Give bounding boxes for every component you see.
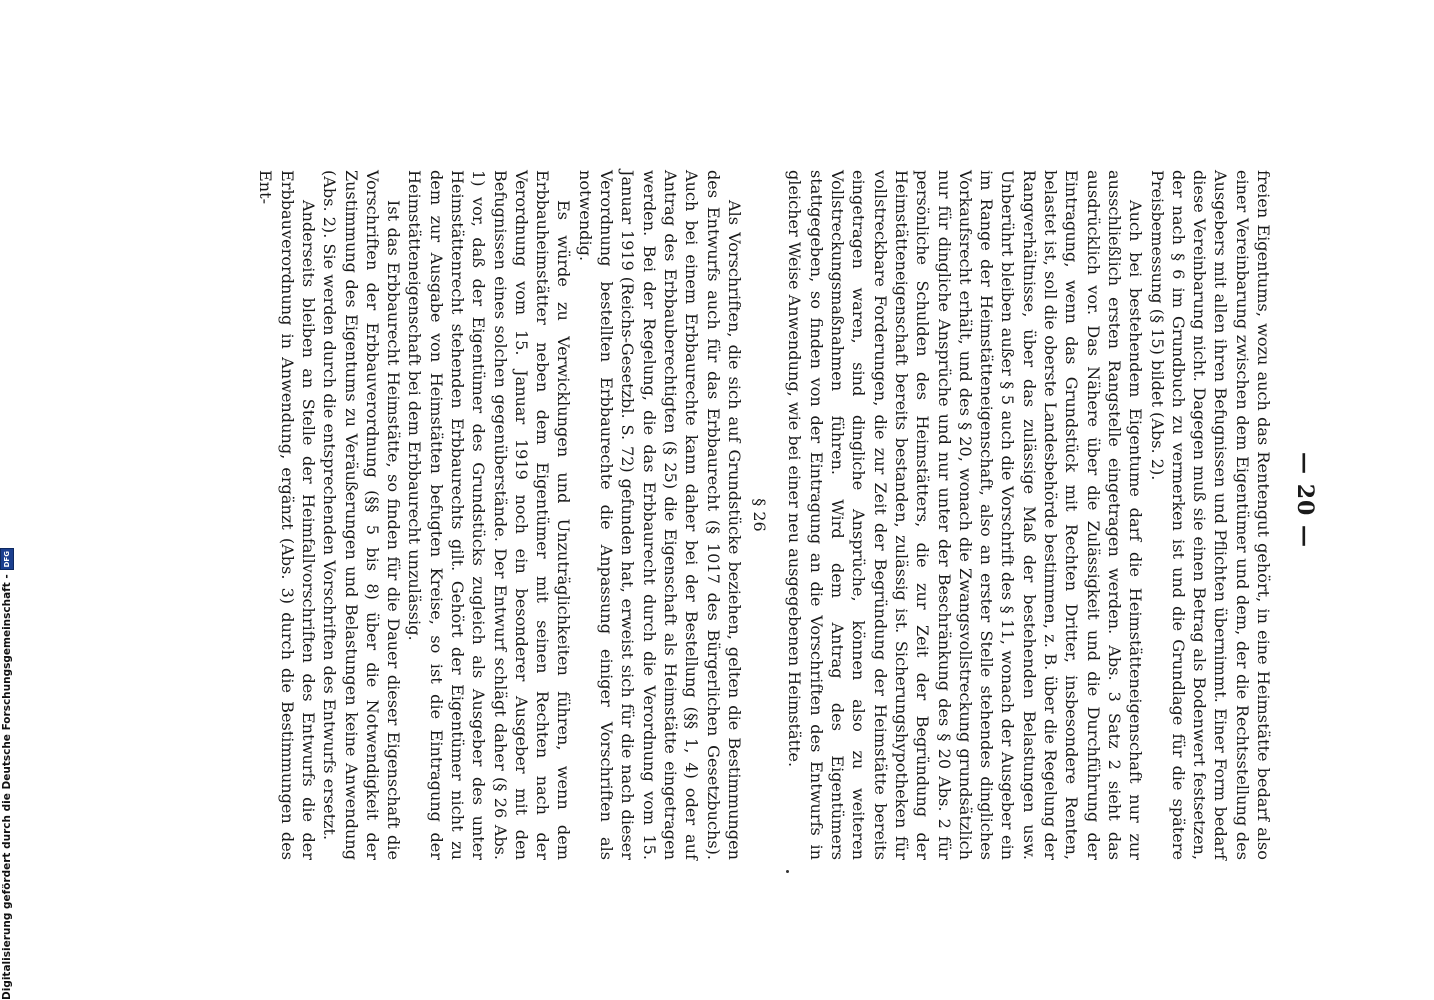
section-heading: § 26 bbox=[750, 498, 770, 532]
ink-speck bbox=[786, 870, 789, 873]
dfg-logo: DFG bbox=[0, 548, 14, 570]
digitization-credit bbox=[0, 0, 14, 1000]
paragraph-6: Anderseits bleiben an Stelle der Heimfallvorschriften des Entwurfs die der Erbbauverordnung in Anwendung, ergänzt (Abs. 3) durch die Bestimmungen des Ent- bbox=[256, 170, 318, 860]
body-text bbox=[255, 170, 1274, 860]
page-number: — 20 — bbox=[1292, 452, 1318, 548]
paragraph-3: Als Vorschriften, die sich auf Grundstücke beziehen, gelten die Bestimmungen des Entwurfs auch für das Erbbaurecht (§ 1017 des Bürgerlichen Gesetzbuchs). Auch bei einem Erbbaurechte kann daher bei der Bestellung (§§ 1, 4) oder auf Antrag des Erbbauberechtigten (§ 25) die Eigenschaft als Heimstätte eingetragen werden. Bei der Regelung, die das Erbbaurecht durch die Verordnung vom 15. Januar 1919 (Reichs-Gesetzbl. S. 72) gefunden hat, erweist sich für die nach dieser Verordnung bestellten Erbbaurechte die Anpassung einiger Vorschriften als notwendig. bbox=[575, 170, 744, 860]
paragraph-5: Ist das Erbbaurecht Heimstätte, so finden für die Dauer dieser Eigenschaft die Vorschriften der Erbbauverordnung (§§ 5 bis 8) über die Notwendigkeit der Zustimmung des Eigentums zu Veräußerungen und Belastungen keine Anwendung (Abs. 2). Sie werden durch die entsprechenden Vorschriften des Entwurfs ersetzt. bbox=[320, 170, 404, 860]
paragraph-4: Es würde zu Verwicklungen und Unzuträglichkeiten führen, wenn dem Erbbauheimstätter neben dem Eigentümer mit seinen Rechten nach der Verordnung vom 15. Januar 1919 noch ein besonderer Ausgeber mit den Befugnissen eines solchen gegenüberstände. Der Entwurf schlägt daher (§ 26 Abs. 1) vor, daß der Eigentümer des Grundstücks zugleich als Ausgeber des unter Heimstättenrecht stehenden Erbbaurechts gilt. Gehört der Eigentümer nicht zu dem zur Ausgabe von Heimstätten befugten Kreise, so ist die Eintragung der Heimstätteneigenschaft bei dem Erbbaurecht unzulässig. bbox=[405, 170, 574, 860]
credit-text: Digitalisierung gefördert durch die Deutsche Forschungsgemeinschaft - bbox=[1, 574, 13, 1000]
paragraph-2: Auch bei bestehendem Eigentume darf die Heimstätteneigenschaft nur zur ausschließlich ersten Rangstelle eingetragen werden. Abs. 3 Satz 2 sieht das ausdrücklich vor. Das Nähere über die Zulässigkeit und die Durchführung der Eintragung, wenn das Grundstück mit Rechten Dritter, insbesondere Renten, belastet ist, soll die oberste Landesbehörde bestimmen, z. B. über die Regelung der Rangverhältnisse, über das zulässige Maß der bestehenden Belastungen usw. Unberührt bleiben außer § 5 auch die Vorschrift des § 11, wonach der Ausgeber ein im Range der Heimstätteneigenschaft, also an erster Stelle stehendes dingliches Vorkaufsrecht erhält, und des § 20, wonach die Zwangsvollstreckung grundsätzlich nur für dingliche Ansprüche und nur unter der Beschränkung des § 20 Abs. 2 für persönliche Schulden des Heimstätters, die zur Zeit der Begründung der Heimstätteneigenschaft bereits bestanden, zulässig ist. Sicherungshypotheken für vollstreckbare Forderungen, die zur Zeit der Begründung der Heimstätte bereits eingetragen waren, sind dingliche Ansprüche, können also zu weiteren Vollstreckungsmaßnahmen führen. Wird dem Antrag des Eigentümers stattgegeben, so finden von der Eintragung an die Vorschriften des Entwurfs in gleicher Weise Anwendung, wie bei einer neu ausgegebenen Heimstätte. bbox=[785, 170, 1146, 860]
paragraph-1: freien Eigentums, wozu auch das Rentengut gehört, in eine Heimstätte bedarf also einer Vereinbarung zwischen dem Eigentümer und dem, der die Rechtsstellung des Ausgebers mit allen ihren Befugnissen und Pflichten übernimmt. Einer Form bedarf diese Vereinbarung nicht. Dagegen muß sie einen Betrag als Bodenwert festsetzen, der nach § 6 im Grundbuch zu vermerken ist und die Grundlage für die spätere Preisbemessung (§ 15) bildet (Abs. 2). bbox=[1147, 170, 1273, 860]
